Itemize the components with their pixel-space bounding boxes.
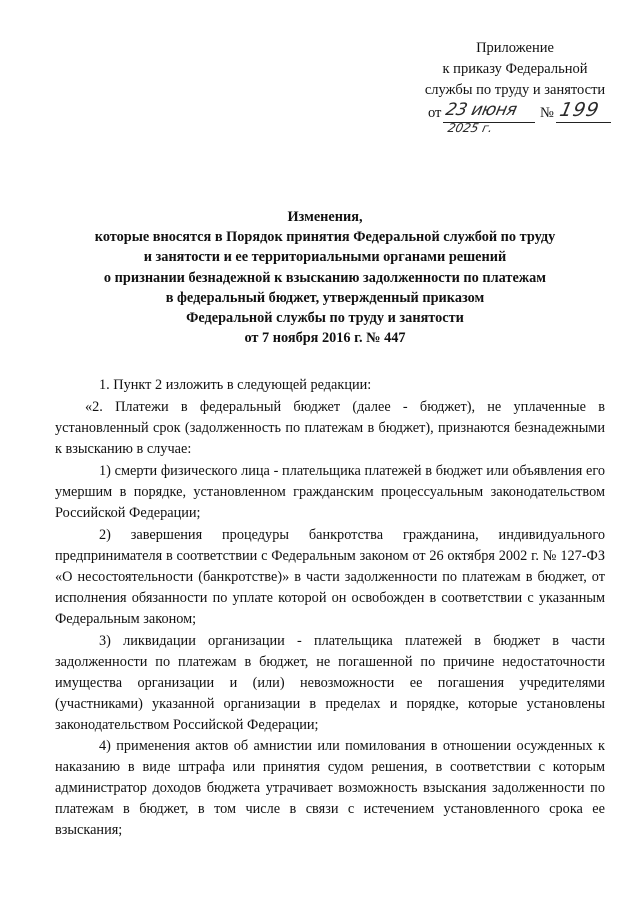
list-item-3: 3) ликвидации организации - плательщика платежей в бюджет в части задолженности по платежам в бюджет, не погашенной по причине недостаточности имущества организации и (или) невозможности ее погашения учредителями (участниками) указанной организации в пределах и порядке, которые установлены законодательством Российской Федерации; xyxy=(55,632,605,733)
appendix-label: Приложение xyxy=(476,40,554,56)
number-sign: № xyxy=(540,105,554,121)
handwritten-year: 2025 г. xyxy=(446,121,494,135)
appendix-agency: службы по труду и занятости xyxy=(424,82,606,98)
document-title xyxy=(90,207,560,348)
handwritten-date: 23 июня xyxy=(443,100,519,120)
document-body xyxy=(55,375,605,842)
title-line-1: Изменения, xyxy=(287,209,363,225)
from-prefix: от xyxy=(428,105,442,121)
list-item-1: 1) смерти физического лица - плательщика платежей в бюджет или объявления его умершим в порядке, установленном гражданским процессуальным законодательством Российской Федерации; xyxy=(55,462,605,521)
appendix-header xyxy=(410,38,620,101)
paragraph-2: «2. Платежи в федеральный бюджет (далее - бюджет), не уплаченные в установленный срок (задолженность по платежам в бюджет), признаются безнадежными к взысканию в случае: xyxy=(55,398,605,457)
title-line-2: которые вносятся в Порядок принятия Федеральной службой по труду xyxy=(94,229,556,246)
list-item-4: 4) применения актов об амнистии или помилования в отношении осужденных к наказанию в виде штрафа или принятия судом решения, в соответствии с которым администратор доходов бюджета утрачивает возможность взыскания задолженности по платежам в бюджет, в том числе в связи с истечением установленного срока ее взыскания; xyxy=(55,738,605,839)
title-line-6: Федеральной службы по труду и занятости xyxy=(186,310,464,327)
order-date-number xyxy=(428,101,628,141)
handwritten-number: 199 xyxy=(557,99,602,121)
title-line-7: от 7 ноября 2016 г. № 447 xyxy=(244,330,406,347)
paragraph-1: 1. Пункт 2 изложить в следующей редакции: xyxy=(99,377,372,393)
title-line-5: в федеральный бюджет, утвержденный приказом xyxy=(165,289,485,306)
number-underline xyxy=(556,122,611,123)
appendix-order-ref: к приказу Федеральной xyxy=(442,61,588,77)
list-item-2: 2) завершения процедуры банкротства гражданина, индивидуального предпринимателя в соответствии с Федеральным законом от 26 октября 2002 г. № 127-ФЗ «О несостоятельности (банкротстве)» в части задолженности по платежам в бюджет, от исполнения обязанности по уплате которой он освобожден в соответствии с указанным Федеральным законом; xyxy=(55,526,605,627)
title-line-4: о признании безнадежной к взысканию задолженности по платежам xyxy=(103,269,547,286)
title-line-3: и занятости и ее территориальными органами решений xyxy=(143,249,507,266)
